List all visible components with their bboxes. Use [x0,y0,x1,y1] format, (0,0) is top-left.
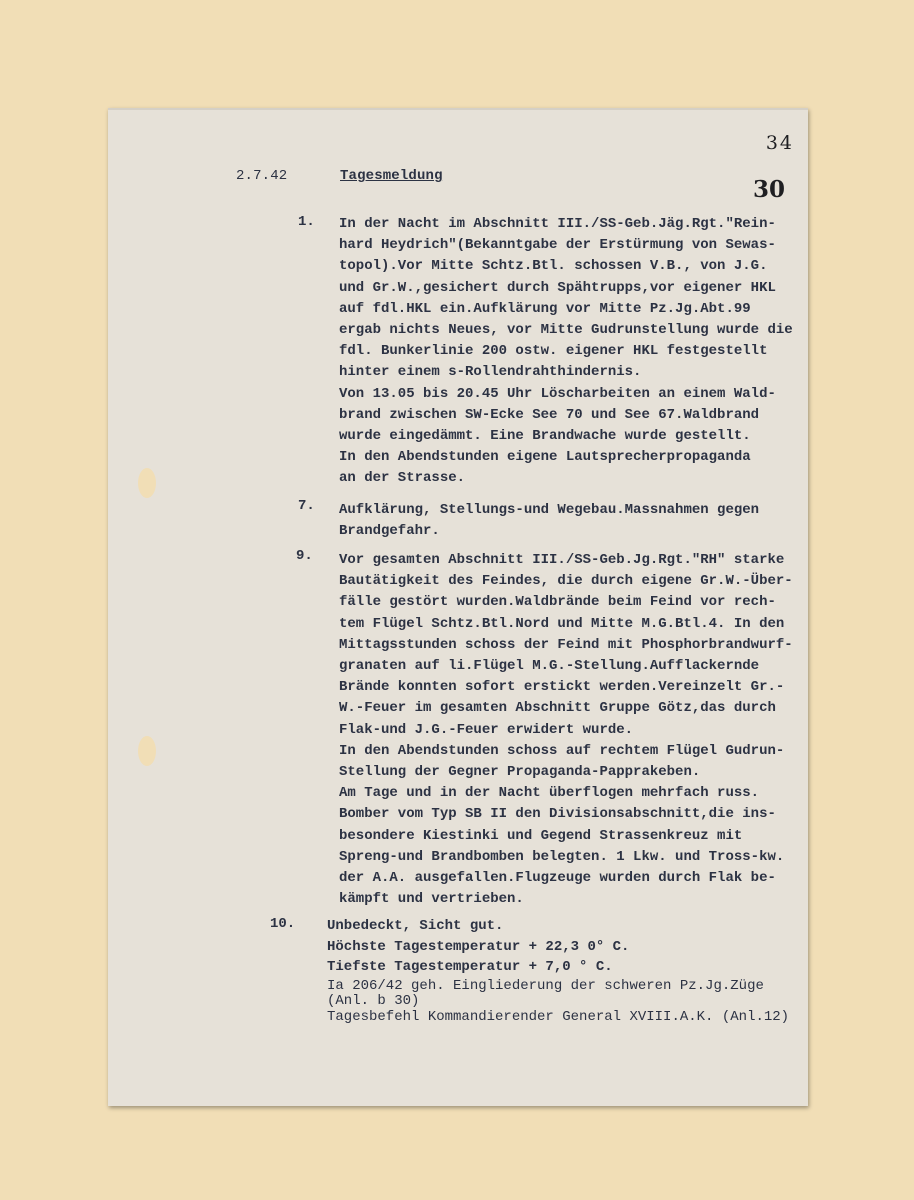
text-line: der A.A. ausgefallen.Flugzeuge wurden durch Flak be- [339,870,776,887]
text-line: brand zwischen SW-Ecke See 70 und See 67.Waldbrand [339,406,760,423]
report-date: 2.7.42 [236,168,288,184]
text-line: Vor gesamten Abschnitt III./SS-Geb.Jg.Rgt."RH" starke [339,552,785,568]
text-line: Bautätigkeit des Feindes, die durch eigene Gr.W.-Über- [339,573,793,590]
text-line: (Anl. b 30) [327,992,420,1009]
report-heading: Tagesmeldung [340,168,443,184]
text-line: auf fdl.HKL ein.Aufklärung vor Mitte Pz.Jg.Abt.99 [339,300,751,317]
text-line: hinter einem s-Rollendrahthindernis. [339,364,642,381]
text-line: kämpft und vertrieben. [339,891,524,908]
text-line: W.-Feuer im gesamten Abschnitt Gruppe Götz,das durch [339,700,776,717]
text-line: Stellung der Gegner Propaganda-Papprakeben. [339,764,701,781]
folio-number-top: 34 [765,132,794,154]
section-number: 10. [270,916,296,932]
text-line: wurde eingedämmt. Eine Brandwache wurde gestellt. [339,428,751,445]
text-line: besondere Kiestinki und Gegend Strassenkreuz mit [339,827,743,844]
section-number: 1. [298,214,315,230]
text-line: Flak-und J.G.-Feuer erwidert wurde. [339,721,634,738]
text-line: fälle gestört wurden.Waldbrände beim Feind vor rech- [339,594,776,611]
text-line: In den Abendstunden eigene Lautsprecherpropaganda [339,449,751,466]
text-line: Ia 206/42 geh. Eingliederung der schweren Pz.Jg.Züge [327,977,764,994]
text-line: hard Heydrich"(Bekanntgabe der Erstürmung von Sewas- [339,237,776,254]
text-line: an der Strasse. [339,470,466,487]
text-line: tem Flügel Schtz.Btl.Nord und Mitte M.G.Btl.4. In den [339,615,785,632]
text-line: und Gr.W.,gesichert durch Spähtrupps,vor eigener HKL [339,279,776,296]
text-line: fdl. Bunkerlinie 200 ostw. eigener HKL festgestellt [339,343,768,360]
section-number: 9. [296,548,313,564]
text-line: Tiefste Tagestemperatur + 7,0 ° C. [327,959,613,975]
text-line: Brände konnten sofort erstickt werden.Vereinzelt Gr.- [339,679,785,696]
text-line: Von 13.05 bis 20.45 Uhr Löscharbeiten an einem Wald- [339,385,776,402]
text-line: Am Tage und in der Nacht überflogen mehrfach russ. [339,785,760,802]
section-text [339,214,793,490]
text-line: granaten auf li.Flügel M.G.-Stellung.Aufflackernde [339,658,760,675]
text-line: Spreng-und Brandbomben belegten. 1 Lkw. und Tross-kw. [339,848,785,865]
text-line: In der Nacht im Abschnitt III./SS-Geb.Jäg.Rgt."Rein- [339,216,776,232]
text-line: ergab nichts Neues, vor Mitte Gudrunstellung wurde die [339,322,793,339]
document-page [108,108,808,1106]
section-number: 7. [298,498,315,514]
text-line: Unbedeckt, Sicht gut. [327,918,504,934]
text-line: Bomber vom Typ SB II den Divisionsabschnitt,die ins- [339,806,776,823]
punch-hole [138,468,156,498]
text-line: Mittagsstunden schoss der Feind mit Phosphorbrandwurf- [339,636,793,653]
text-line: Höchste Tagestemperatur + 22,3 0° C. [327,938,630,955]
text-line: Brandgefahr. [339,523,440,540]
text-line: In den Abendstunden schoss auf rechtem Flügel Gudrun- [339,742,785,759]
folio-number-stamped: 30 [753,176,786,203]
section-text [339,500,759,542]
text-line: Aufklärung, Stellungs-und Wegebau.Massnahmen gegen [339,502,760,518]
text-line: topol).Vor Mitte Schtz.Btl. schossen V.B., von J.G. [339,258,768,275]
section-text [327,916,789,1027]
section-text [339,550,793,910]
punch-hole [138,736,156,766]
text-line: Tagesbefehl Kommandierender General XVIII.A.K. (Anl.12) [327,1008,790,1025]
